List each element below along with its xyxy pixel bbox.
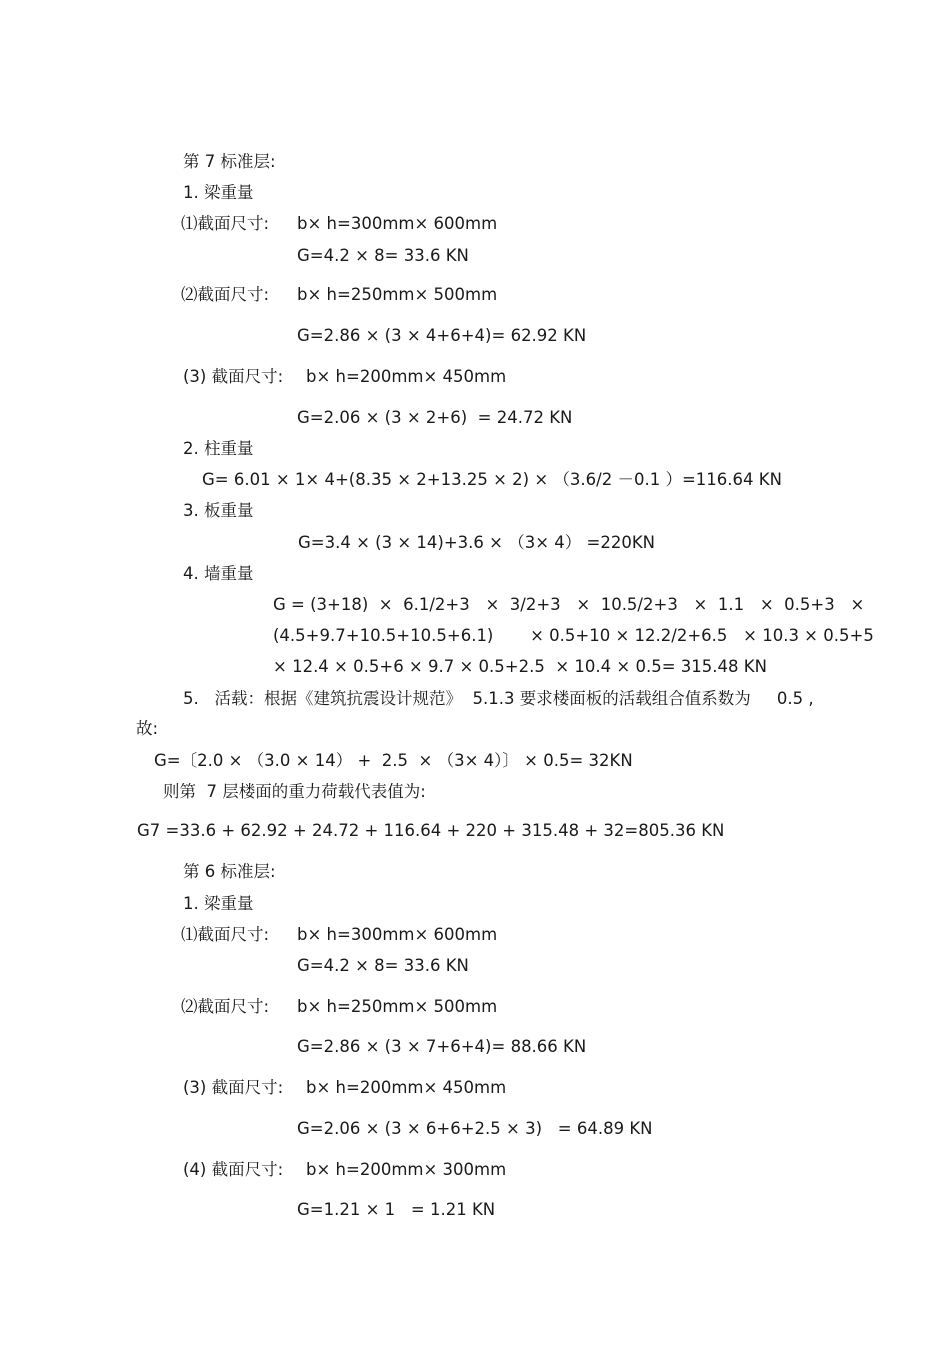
- live-load-text-cont: 故:: [136, 719, 159, 738]
- summary-intro: 则第 7 层楼面的重力荷载代表值为:: [163, 782, 426, 801]
- beam-1-label: ⑴截面尺寸:: [181, 214, 270, 233]
- beam-weight-title: 1. 梁重量: [183, 183, 254, 202]
- beam-2-size: b× h=250mm× 500mm: [297, 997, 498, 1016]
- beam-3-size: b× h=200mm× 450mm: [306, 1078, 507, 1097]
- beam-3-formula: G=2.06 × (3 × 6+6+2.5 × 3) = 64.89 KN: [297, 1119, 653, 1138]
- summary-formula: G7 =33.6 + 62.92 + 24.72 + 116.64 + 220 + 315.48 + 32=805.36 KN: [137, 821, 725, 840]
- beam-1-formula: G=4.2 × 8= 33.6 KN: [297, 956, 469, 975]
- column-weight-formula: G= 6.01 × 1× 4+(8.35 × 2+13.25 × 2) × （3.6/2 －0.1 ）=116.64 KN: [202, 470, 782, 489]
- beam-4-formula: G=1.21 × 1 = 1.21 KN: [297, 1200, 496, 1219]
- beam-3-formula: G=2.06 × (3 × 2+6) = 24.72 KN: [297, 408, 573, 427]
- beam-1-size: b× h=300mm× 600mm: [297, 214, 498, 233]
- beam-3-label: (3) 截面尺寸:: [183, 1078, 284, 1097]
- beam-4-label: (4) 截面尺寸:: [183, 1160, 284, 1179]
- beam-1-formula: G=4.2 × 8= 33.6 KN: [297, 246, 469, 265]
- section-heading: 第 7 标准层:: [183, 152, 276, 171]
- live-load-text: 5. 活载：根据《建筑抗震设计规范》 5.1.3 要求楼面板的活载组合值系数为 0.5 ,: [183, 689, 814, 708]
- beam-3-label: (3) 截面尺寸:: [183, 367, 284, 386]
- slab-weight-formula: G=3.4 × (3 × 14)+3.6 × （3× 4） =220KN: [298, 533, 656, 552]
- wall-formula-line: × 12.4 × 0.5+6 × 9.7 × 0.5+2.5 × 10.4 × 0.5= 315.48 KN: [273, 657, 767, 676]
- wall-formula-line: G = (3+18) × 6.1/2+3 × 3/2+3 × 10.5/2+3 × 1.1 × 0.5+3 ×: [273, 595, 865, 614]
- section-heading: 第 6 标准层:: [183, 862, 276, 881]
- beam-1-label: ⑴截面尺寸:: [181, 925, 270, 944]
- beam-2-label: ⑵截面尺寸:: [181, 285, 270, 304]
- beam-3-size: b× h=200mm× 450mm: [306, 367, 507, 386]
- wall-weight-title: 4. 墙重量: [183, 564, 254, 583]
- slab-weight-title: 3. 板重量: [183, 501, 254, 520]
- column-weight-title: 2. 柱重量: [183, 439, 254, 458]
- beam-2-label: ⑵截面尺寸:: [181, 997, 270, 1016]
- beam-weight-title: 1. 梁重量: [183, 894, 254, 913]
- beam-2-formula: G=2.86 × (3 × 7+6+4)= 88.66 KN: [297, 1037, 587, 1056]
- wall-formula-line: (4.5+9.7+10.5+10.5+6.1) × 0.5+10 × 12.2/2+6.5 × 10.3 × 0.5+5: [273, 626, 874, 645]
- beam-1-size: b× h=300mm× 600mm: [297, 925, 498, 944]
- live-load-formula: G=〔2.0 × （3.0 × 14） + 2.5 × （3× 4）〕 × 0.5= 32KN: [154, 751, 633, 770]
- beam-2-formula: G=2.86 × (3 × 4+6+4)= 62.92 KN: [297, 326, 587, 345]
- beam-4-size: b× h=200mm× 300mm: [306, 1160, 507, 1179]
- beam-2-size: b× h=250mm× 500mm: [297, 285, 498, 304]
